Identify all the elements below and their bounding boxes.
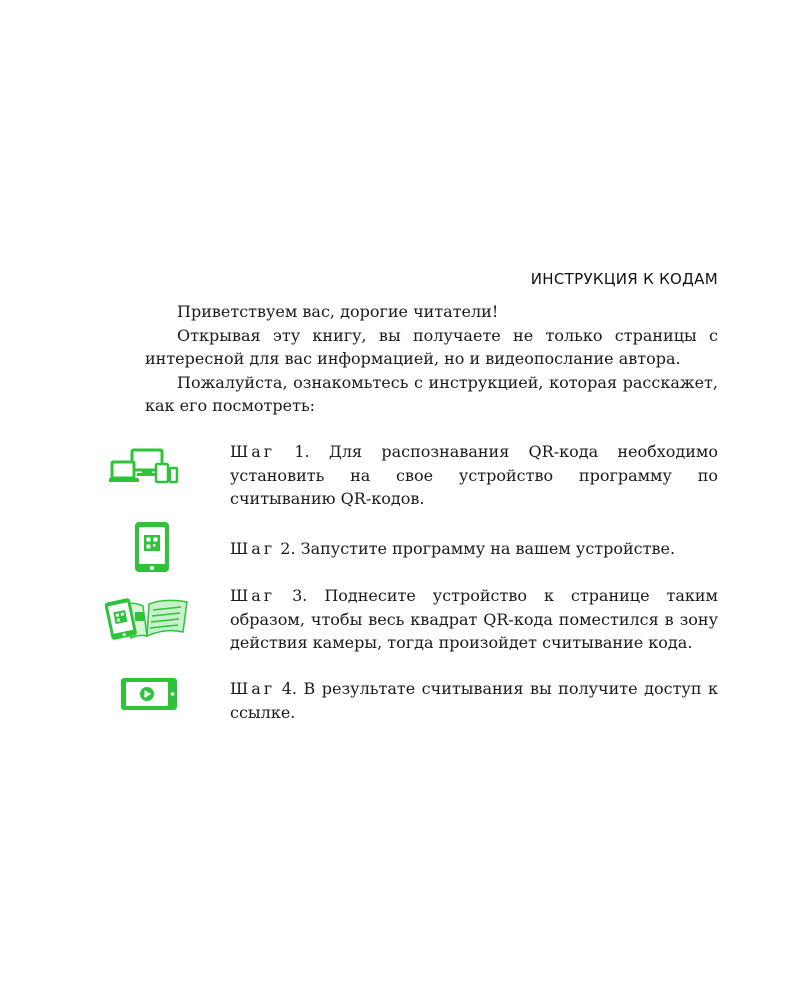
step-1 [230,440,718,511]
section-title: ИНСТРУКЦИЯ К КОДАМ [530,270,718,288]
step-label: Шаг [230,679,276,698]
phone-qr-icon [134,521,170,573]
scan-book-icon [105,596,191,642]
devices-icon [108,448,180,486]
step-text: 4. В результате считывания вы получите доступ к ссылке. [230,679,719,722]
video-tablet-icon [120,677,178,711]
step-label: Шаг [230,539,276,558]
step-text: 2. Запустите программу на вашем устройстве. [280,539,676,558]
step-label: Шаг [230,442,276,461]
intro-greeting: Приветствуем вас, дорогие читатели! [177,302,499,321]
intro-paragraph: Открывая эту книгу, вы получаете не только страницы с интересной для вас информацией, но и видеопослание автора. [145,325,718,368]
step-text: 1. Для распознавания QR-кода необходимо установить на свое устройство программу по считыванию QR-кодов. [230,442,718,508]
step-label: Шаг [230,586,276,605]
intro-text [145,300,718,418]
step-2 [230,537,718,561]
intro-paragraph: Пожалуйста, ознакомьтесь с инструкцией, которая расскажет, как его посмотреть: [145,372,718,415]
step-text: 3. Поднесите устройство к странице таким образом, чтобы весь квадрат QR-кода поместился в зону действия камеры, тогда произойдет считывание кода. [230,586,718,652]
step-3 [230,584,718,655]
step-4 [230,677,718,724]
